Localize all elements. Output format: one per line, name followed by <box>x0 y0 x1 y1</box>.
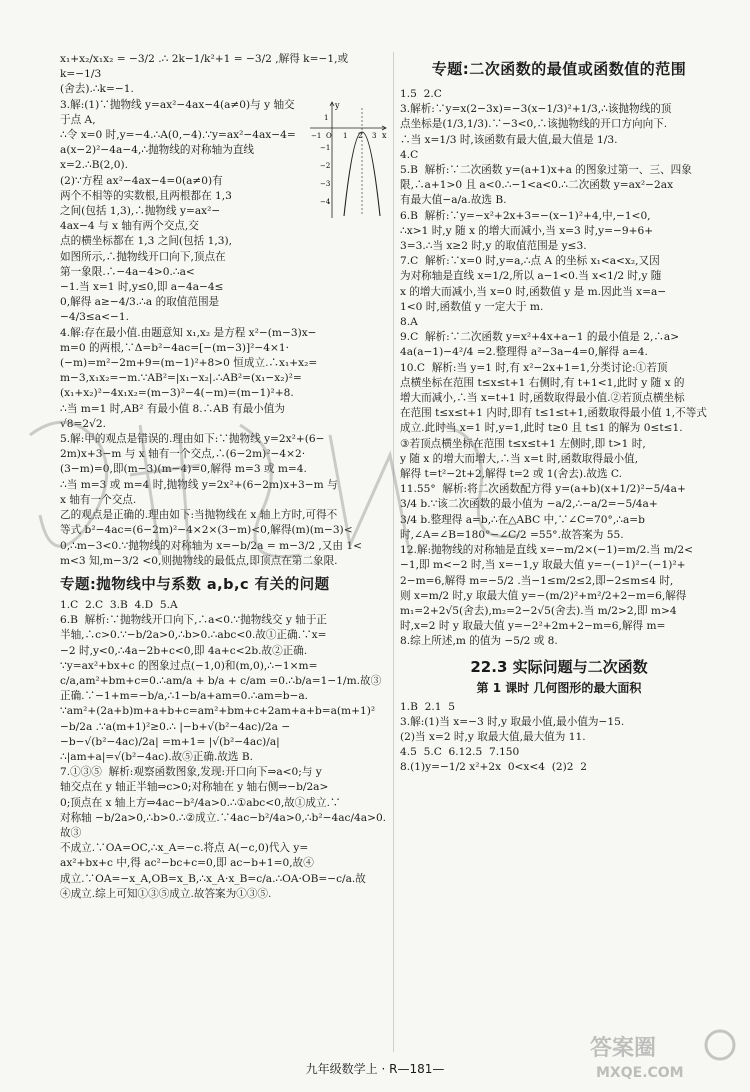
graph-y-tick: −3 <box>320 179 331 188</box>
answer-block: 3.解:(1)当 x=−3 时,y 取最小值,最小值为−15. (2)当 x=2 时,y 取最大值,最大值为 11. <box>400 715 625 743</box>
answer-block: 1.5 2.C <box>400 88 442 100</box>
answer-block: 3.解析:∵y=x(2−3x)=−3(x−1/3)²+1/3,∴该抛物线的顶 点坐标是(1/3,1/3).∵−3<0,∴该抛物线的开口方向向下. ∴当 x=1/3 时,该函数有最大值,最大值是 1/3. <box>400 103 672 146</box>
answer-block: 1.B 2.1 5 <box>400 700 455 713</box>
answer-block: 5.解:甲的观点是错误的.理由如下:∵抛物线 y=2x²+(6− 2m)x+3−m 与 x 轴有一个交点,∴(6−2m)²−4×2· (3−m)=0,即(m−3)(m−4)=0,解得 m=3 或 m=4. ∴当 m=3 或 m=4 时,抛物线 y=2x²+(6−2m)x+3−m 与 x 轴有一个交点. 乙的观点是正确的.理由如下:当抛物线在 x 轴上方时,可得不 等式 b²−4ac=(6−2m)²−4×2×(3−m)<0,解得(m)(m−3)< 0,∴m−3<0.∵抛物线的对称轴为 x=−b/2a = m−3/2 ,又由 1< m<3 知,m−3/2 <0,则抛物线的最低点,即顶点在第二象限. <box>60 433 362 567</box>
answer-block: 9.C 解析:∵二次函数 y=x²+4x+a−1 的最小值是 2,∴a> 4a(a−1)−4²/4 =2.整理得 a²−3a−4=0,解得 a=4. <box>400 331 680 359</box>
svg-text:答案圈: 答案圈 <box>590 1036 657 1061</box>
answer-block: 6.B 解析:∵抛物线开口向下,∴a<0.∵抛物线交 y 轴于正 半轴,∴c>0.∵−b/2a>0,∴b>0.∴abc<0.故①正确.∵x= −2 时,y<0,∴4a−2b+c<0,即 4a+c<2b.故②正确. ∵y=ax²+bx+c 的图象过点(−1,0)和(m,0),∴−1×m= c/a,am²+bm+c=0.∴am/a + b/a + c/am =0.∴b/a=1−1/m.故③ 正确.∵−1+m=−b/a,∴1−b/a+am=0.∴am=b−a. ∵am²+(2a+b)m+a+b+c=am²+bm+c+2am+a+b=a(m+1)² −b/2a .∵a(m+1)²≥0.∴ |−b+√(b²−4ac)/2a − −b−√(b²−4ac)/2a| =m+1= |√(b²−4ac)/a| ∴|am+a|=√(b²−4ac).故⑤正确.故选 B. <box>60 614 382 763</box>
page-footer: 九年级数学上 · R—181— <box>305 1062 445 1076</box>
graph-y-label: y <box>335 100 340 110</box>
graph-x-tick: −1 <box>311 131 322 140</box>
parabola-graph <box>306 98 388 220</box>
graph-x-tick: 3 <box>372 131 377 140</box>
answer-block: 8.A <box>400 316 418 329</box>
answer-block: 12.解:抛物线的对称轴是直线 x=−m/2×(−1)=m/2.当 m/2< −1,即 m<−2 时,当 x=−1,y 取最大值 y=−(−1)²−(−1)²+ 2−m=6,解得 m=−5/2 .当−1≤m/2≤2,即−2≤m≤4 时, 则 x=m/2 时,y 取最大值 y=−(m/2)²+m²/2+2−m=6,解得 m₁=2+2√5(舍去),m₂=2−2√5(舍去).当 m/2>2,即 m>4 时,x=2 时 y 取最大值 y=−2²+2m+2−m=6,解得 m= 8.综上所述,m 的值为 −5/2 或 8. <box>400 544 693 648</box>
column-divider <box>393 52 394 1052</box>
answer-block: 7.C 解析:∵x=0 时,y=a,∴点 A 的坐标 x₁<a<x₂,又因 为对称轴是直线 x=1/2,所以 a−1<0.当 x<1/2 时,y 随 x 的增大而减小,当 x=0 时,函数值 y 是 m.因此当 x=a− 1<0 时,函数值 y 一定大于 m. <box>400 255 667 313</box>
graph-y-tick: −2 <box>320 161 331 170</box>
graph-y-tick: −4 <box>320 197 331 206</box>
right-column <box>400 52 718 776</box>
graph-y-tick: 1 <box>324 113 329 122</box>
graph-x-label: x <box>382 130 387 140</box>
svg-text:MXQE.COM: MXQE.COM <box>596 1065 684 1081</box>
answer-block: x₁+x₂/x₁x₂ = −3/2 .∴ 2k−1/k²+1 = −3/2 ,解得 k=−1,或 k=−1/3 (舍去).∴k=−1. <box>60 53 349 96</box>
answer-block: 11.55° 解析:将二次函数配方得 y=(a+b)(x+1/2)²−5/4a+ 3/4 b.∵该二次函数的最小值为 −a/2,∴−a/2=−5/4a+ 3/4 b.整理得 a=b,∴在△ABC 中,∵∠C=70°,∴a=b 时,∠A=∠B=180°−∠C/2 =55°.故答案为 55. <box>400 483 686 541</box>
answer-block: 4.C <box>400 148 419 161</box>
graph-x-tick: 2 <box>358 131 363 140</box>
topic-heading: 专题:二次函数的最值或函数值的范围 <box>431 60 687 78</box>
graph-x-tick: O <box>326 131 332 140</box>
topic-heading: 专题:抛物线中与系数 a,b,c 有关的问题 <box>60 576 330 593</box>
answer-block: 8.(1)y=−1/2 x²+2x 0<x<4 (2)2 2 <box>400 761 587 774</box>
left-column <box>60 52 390 902</box>
answer-block: 4.5 5.C 6.12.5 7.150 <box>400 746 520 759</box>
answer-block: 3.解:(1)∵抛物线 y=ax²−4ax−4(a≠0)与 y 轴交于点 A, ∴令 x=0 时,y=−4.∴A(0,−4).∵y=ax²−4ax−4= a(x−2)²−4a−4,∴抛物线的对称轴为直线 x=2.∴B(2,0). (2)∵方程 ax²−4ax−4=0(a≠0)有 两个不相等的实数根,且两根都在 1,3 之间(包括 1,3),∴抛物线 y=ax²− 4ax−4 与 x 轴有两个交点,交 点的横坐标都在 1,3 之间(包括 1,3), 如图所示,∴抛物线开口向下,顶点在 第一象限.∴−4a−4>0.∴a< −1.当 x=1 时,y≤0,即 a−4a−4≤ 0,解得 a≥−4/3.∴a 的取值范围是 −4/3≤a<−1. <box>60 98 296 324</box>
graph-x-tick: 1 <box>343 131 348 140</box>
answer-block: 4.解:存在最小值.由题意知 x₁,x₂ 是方程 x²−(m−3)x− m=0 的两根,∵Δ=b²−4ac=[−(m−3)]²−4×1· (−m)=m²−2m+9=(m−1)²+8>0 恒成立.∴x₁+x₂= m−3,x₁x₂=−m.∵AB²=|x₁−x₂|.∴AB²=(x₁−x₂)²= (x₁+x₂)²−4x₁x₂=(m−3)²−4(−m)=(m−1)²+8. ∴当 m=1 时,AB² 有最小值 8.∴AB 有最小值为 √8=2√2. <box>60 326 318 430</box>
graph-y-tick: −1 <box>320 143 331 152</box>
answer-block: 5.B 解析:∵二次函数 y=(a+1)x+a 的图象过第一、三、四象 限,∴a+1>0 且 a<0.∴−1<a<0.∴二次函数 y=ax²−2ax 有最大值−a/a.故选 B. <box>400 164 692 207</box>
answer-block: 6.B 解析:∵y=−x²+2x+3=−(x−1)²+4,中,−1<0, ∴x>1 时,y 随 x 的增大而减小,当 x=3 时,y=−9+6+ 3=3.∴当 x≥2 时,y 的取值范围是 y≤3. <box>400 209 654 253</box>
answer-block: 10.C 解析:当 y=1 时,有 x²−2x+1=1,分类讨论:①若顶 点横坐标在范围 t≤x≤t+1 右侧时,有 t+1<1,此时 y 随 x 的 增大而减小,∴当 x=t+1 时,函数取得最小值.②若顶点横坐标 在范围 t≤x≤t+1 内时,即有 t≤1≤t+1,函数取得最小值 1,不等式 成立.此时当 x=1 时,y=1,此时 t≥0 且 t≤1 的解为 0≤t≤1. ③若顶点横坐标在范围 t≤x≤t+1 左侧时,即 t>1 时, y 随 x 的增大而增大,∴当 x=t 时,函数取得最小值, 解得 t=t²−2t+2,解得 t=2 或 1(舍去).故选 C. <box>400 361 707 481</box>
answer-block: 7.①③⑤ 解析:观察函数图象,发现:开口向下⇒a<0;与 y 轴交点在 y 轴正半轴⇒c>0;对称轴在 y 轴右侧⇒−b/2a> 0;顶点在 x 轴上方⇒4ac−b²/4a>0.∴①abc<0,故①成立.∵ 对称轴 −b/2a>0,∴b>0.∴②成立.∵4ac−b²/4a>0,∴b²−4ac/4a>0.故③ 不成立.∵OA=OC,∴x_A=−c.将点 A(−c,0)代入 y= ax²+bx+c 中,得 ac²−bc+c=0,即 ac−b+1=0,故④ 成立.∵OA=−x_A,OB=x_B,∴x_A·x_B=c/a.∴OA·OB=−c/a.故 ④成立.综上可知①③⑤成立.故答案为①③⑤. <box>60 766 387 900</box>
section-title: 22.3 实际问题与二次函数 <box>470 657 648 676</box>
section-subtitle: 第 1 课时 几何图形的最大面积 <box>476 680 642 695</box>
answer-block: 1.C 2.C 3.B 4.D 5.A <box>60 598 178 611</box>
